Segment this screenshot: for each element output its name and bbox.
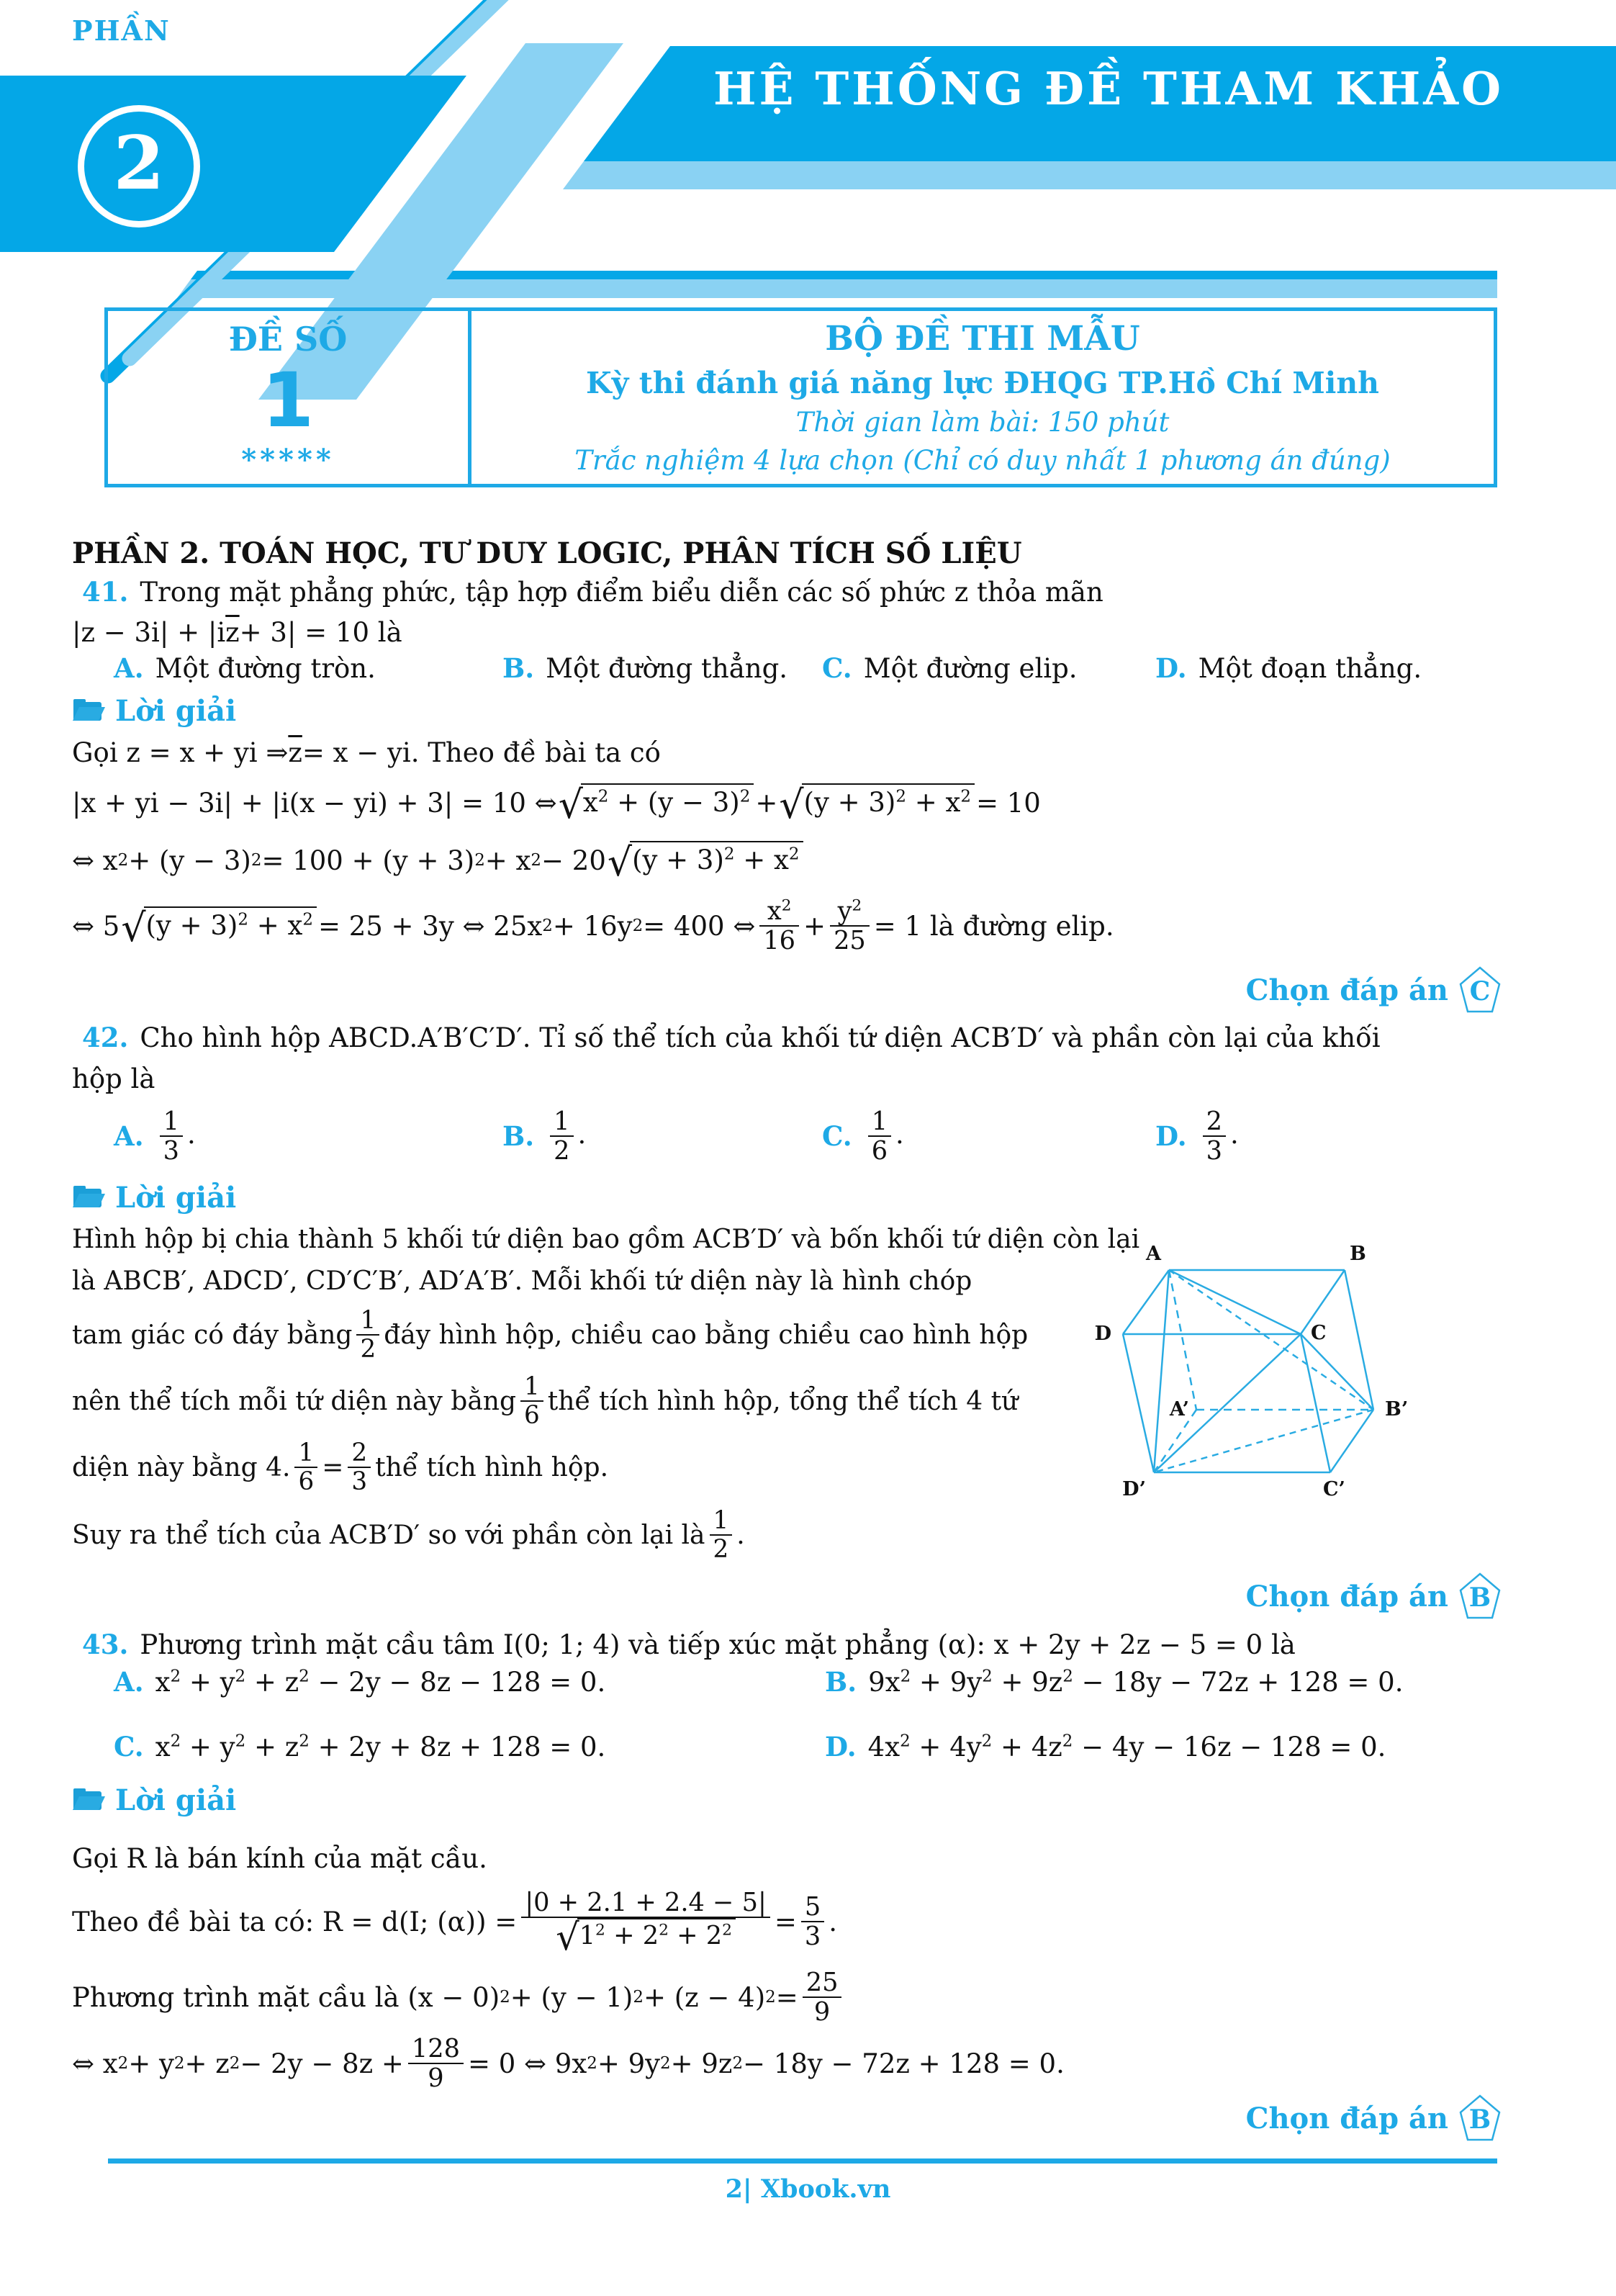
solution-line: là ABCB′, ADCD′, CD′C′B′, AD′A′B′. Mỗi khối tứ diện này là hình chóp <box>72 1266 972 1296</box>
part-number: 2 <box>113 120 165 207</box>
option-a: A. $\frac{1}{3}$ . <box>114 1107 196 1166</box>
option-b: B. Một đường thẳng. <box>502 652 788 684</box>
exam-meta-cell <box>471 311 1494 484</box>
question-42-line2: hộp là <box>72 1063 155 1094</box>
pentagon-answer-badge <box>1458 1572 1502 1620</box>
question-42-line1 <box>72 1017 1506 1058</box>
solution-line: Suy ra thể tích của ACB′D′ so với phần còn lại là 1 2 . <box>72 1505 745 1564</box>
part-number-circle <box>78 105 200 228</box>
question-41-number: 41. <box>82 576 129 608</box>
footer <box>0 2174 1616 2204</box>
question-41-options <box>72 652 1506 690</box>
option-a: A. $x^2 + y^2 + z^2 - 2y - 8z - 128 = 0$. <box>114 1666 606 1698</box>
svg-text:D: D <box>1094 1323 1111 1345</box>
option-b: B. $\frac{1}{2}$ . <box>502 1107 587 1166</box>
pentagon-answer-badge <box>1458 966 1502 1014</box>
solution-line: nên thể tích mỗi tứ diện này bằng 1 6 thể tích hình hộp, tổng thể tích 4 tứ <box>72 1372 1019 1430</box>
svg-text:B: B <box>1468 2104 1491 2135</box>
answer-row-q42 <box>72 1570 1506 1623</box>
folder-icon <box>72 1184 105 1211</box>
question-43-text: Phương trình mặt cầu tâm I(0; 1; 4) và tiếp xúc mặt phẳng (α): x + 2y + 2z − 5 = 0 là <box>140 1629 1296 1660</box>
question-43-line1 <box>72 1623 1506 1666</box>
svg-text:A: A <box>1146 1243 1161 1265</box>
parallelepiped-figure <box>1091 1231 1411 1501</box>
part-label: PHẦN <box>72 14 171 47</box>
exam-number-cell <box>108 311 471 484</box>
solution-line: tam giác có đáy bằng 1 2 đáy hình hộp, chiều cao bằng chiều cao hình hộp <box>72 1305 1029 1364</box>
solution-line: diện này bằng 4. 1 6 = 2 3 thể tích hình hộp. <box>72 1438 609 1496</box>
solution-header <box>72 1176 1506 1218</box>
option-c: C. Một đường elip. <box>822 652 1078 684</box>
exam-number-stars: ***** <box>241 442 335 477</box>
footer-page-number: 2| <box>725 2174 752 2204</box>
option-b: B. $9x^2 + 9y^2 + 9z^2 - 18y - 72z + 128 = 0$. <box>825 1666 1404 1698</box>
question-42-number: 42. <box>82 1022 129 1053</box>
answer-prefix: Chọn đáp án <box>1245 973 1448 1007</box>
solution-header <box>72 1777 1506 1823</box>
option-d: D. Một đoạn thẳng. <box>1155 652 1422 684</box>
banner-title: HỆ THỐNG ĐỀ THAM KHẢO <box>713 62 1504 115</box>
pentagon-answer-badge <box>1458 2094 1502 2142</box>
svg-text:A’: A’ <box>1169 1398 1189 1421</box>
solution-line: Hình hộp bị chia thành 5 khối tứ diện bao gồm ACB′D′ và bốn khối tứ diện còn lại <box>72 1224 1140 1254</box>
svg-text:B: B <box>1350 1243 1366 1265</box>
question-43-options-row1 <box>72 1666 1506 1712</box>
svg-text:C: C <box>1311 1322 1327 1344</box>
exam-number-title: ĐỀ SỐ <box>228 320 348 359</box>
exam-duration: Thời gian làm bài: 150 phút <box>795 407 1170 438</box>
solution-line: ⇔ x 2 + (y − 3) 2 = 100 + (y + 3) 2 + x 2 − 20 √ $(y + 3)^2 + x^2$ <box>72 832 1506 888</box>
document-body <box>72 534 1506 2140</box>
question-42-text: Cho hình hộp ABCD.A′B′C′D′. Tỉ số thể tích của khối tứ diện ACB′D′ và phần còn lại của khối <box>140 1022 1381 1053</box>
solution-line: Theo đề bài ta có: R = d(I; (α)) = |0 + 2.1 + 2.4 − 5| √ $1^2 + 2^2 + 2^2$ = 5 3 . <box>72 1887 837 1960</box>
question-43-number: 43. <box>82 1629 129 1660</box>
svg-text:C’: C’ <box>1323 1478 1345 1500</box>
footer-site-link[interactable]: Xbook.vn <box>760 2174 891 2204</box>
solution-label: Lời giải <box>115 693 237 728</box>
solution-line: Gọi z = x + yi ⇒ $\overline{z}$ = x − yi. Theo đề bài ta có <box>72 737 661 768</box>
exam-info-box <box>104 307 1497 487</box>
question-41-line1 <box>72 572 1506 612</box>
section-heading: PHẦN 2. TOÁN HỌC, TƯ DUY LOGIC, PHÂN TÍCH SỐ LIỆU <box>72 536 1022 570</box>
question-42-options <box>72 1099 1506 1176</box>
option-c: C. $x^2 + y^2 + z^2 + 2y + 8z + 128 = 0$. <box>114 1731 606 1762</box>
svg-text:B’: B’ <box>1385 1398 1409 1421</box>
exam-number-value: 1 <box>261 356 315 445</box>
solution-label: Lời giải <box>115 1783 237 1817</box>
footer-divider <box>108 2158 1497 2164</box>
folder-icon <box>72 697 105 724</box>
option-c: C. $\frac{1}{6}$ . <box>822 1107 904 1166</box>
svg-text:B: B <box>1468 1583 1491 1613</box>
svg-text:D’: D’ <box>1122 1478 1146 1500</box>
solution-header <box>72 690 1506 731</box>
option-d: D. $4x^2 + 4y^2 + 4z^2 - 4y - 16z - 128 = 0$. <box>825 1731 1386 1762</box>
answer-prefix: Chọn đáp án <box>1245 1579 1448 1613</box>
question-41-line2: |z − 3i| + |i $\overline{z}$ + 3| = 10 là <box>72 616 402 648</box>
answer-row-q43 <box>72 2097 1506 2140</box>
solution-line: ⇔ x 2 + y 2 + z 2 − 2y − 8z + 128 9 = 0 ⇔ 9x 2 + 9y 2 + 9z 2 − 18y − 72z + 128 = 0. <box>72 2033 1065 2093</box>
answer-row-q41 <box>72 963 1506 1017</box>
exam-format: Trắc nghiệm 4 lựa chọn (Chỉ có duy nhất 1 phương án đúng) <box>574 445 1391 477</box>
solution-label: Lời giải <box>115 1180 237 1215</box>
exam-set-title: BỘ ĐỀ THI MẪU <box>825 318 1140 359</box>
solution-line: ⇔ 5 √ $(y + 3)^2 + x^2$ = 25 + 3y ⇔ 25x 2 + 16y 2 = 400 ⇔ $x^2$ 16 + $y^2$ 25 = 1 là đường elip. <box>72 896 1114 955</box>
answer-prefix: Chọn đáp án <box>1245 2101 1448 2135</box>
question-41-text: Trong mặt phẳng phức, tập hợp điểm biểu diễn các số phức z thỏa mãn <box>140 576 1103 608</box>
svg-text:C: C <box>1469 976 1491 1007</box>
solution-line: Phương trình mặt cầu là (x − 0) 2 + (y − 1) 2 + (z − 4) 2 = 25 9 <box>72 1964 1506 2030</box>
folder-icon <box>72 1786 105 1814</box>
exam-name: Kỳ thi đánh giá năng lực ĐHQG TP.Hồ Chí Minh <box>586 365 1379 400</box>
option-a: A. Một đường tròn. <box>114 652 376 684</box>
question-43-options-row2 <box>72 1731 1506 1777</box>
solution-line: Gọi R là bán kính của mặt cầu. <box>72 1842 487 1874</box>
option-d: D. $\frac{2}{3}$ . <box>1155 1107 1239 1166</box>
solution-line: |x + yi − 3i| + |i(x − yi) + 3| = 10 ⇔ √ $x^2 + (y - 3)^2$ + √ $(y + 3)^2 + x^2$ = 10 <box>72 782 1041 828</box>
